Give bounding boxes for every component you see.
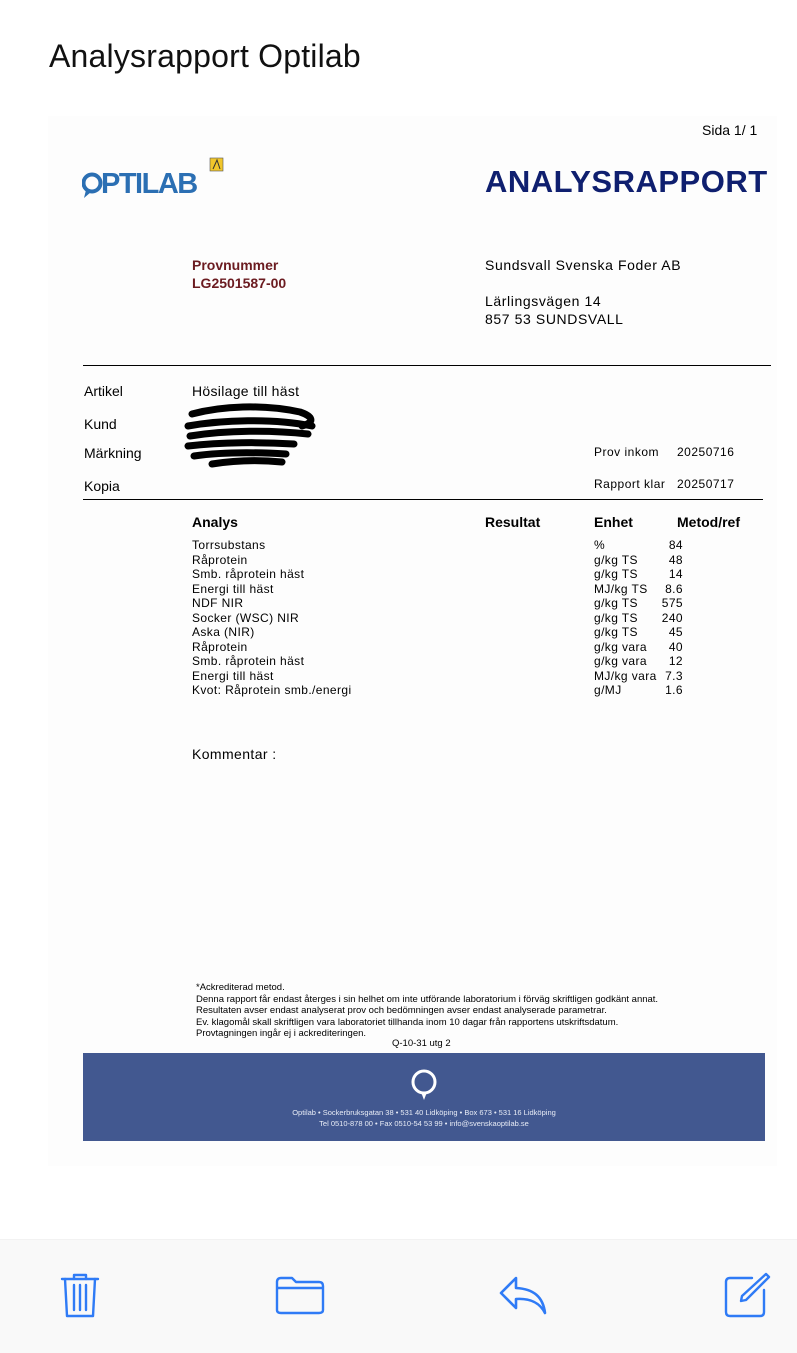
page-title: Analysrapport Optilab [49,38,361,74]
row-unit: % [594,538,606,552]
banner-line: Tel 0510-878 00 • Fax 0510-54 53 99 • info@svenskaoptilab.se [319,1119,529,1128]
received-value: 20250716 [677,445,735,459]
table-row [192,640,772,655]
banner-line: Optilab • Sockerbruksgatan 38 • 531 40 Lidköping • Box 673 • 531 16 Lidköping [292,1108,556,1117]
footnote: Provtagningen ingår ej i ackrediteringen. [196,1028,367,1039]
footnote: Denna rapport får endast återges i sin helhet om inte utförande laboratorium i förväg skriftligen godkänt annat. [196,993,659,1005]
received-label: Prov inkom [594,445,660,459]
footnotes [196,982,658,1040]
trash-icon [55,1270,105,1320]
column-header-method: Metod/ref [677,514,740,530]
table-row [192,538,772,553]
table-row [192,654,772,669]
table-row [192,567,772,582]
row-result: 7.3 [665,668,683,683]
svg-text:PTILAB: PTILAB [101,168,197,200]
row-result: 240 [661,610,683,625]
row-name: Energi till häst [192,581,274,596]
sample-number-value: LG2501587-00 [192,275,287,291]
sample-number [192,256,286,292]
row-unit: g/kg vara [594,639,647,654]
row-unit: g/kg TS [594,552,638,567]
folder-icon [275,1270,325,1320]
reply-icon [498,1270,548,1320]
row-name: Råprotein [192,552,248,567]
row-result: 48 [668,552,683,567]
row-unit: MJ/kg vara [594,668,657,683]
column-header-analysis: Analys [192,514,238,530]
redaction-scribble [182,400,320,472]
row-unit: g/MJ [594,683,622,697]
article-label: Artikel [84,383,123,399]
table-row [192,611,772,626]
row-name: Aska (NIR) [192,625,255,639]
row-result: 575 [661,596,683,610]
footnote: *Ackrediterad metod. [196,982,285,993]
compose-button[interactable] [722,1270,772,1320]
bottom-toolbar [0,1240,797,1353]
row-result: 1.6 [665,683,683,697]
row-result: 14 [668,567,683,581]
table-row [192,596,772,611]
recipient-street: Lärlingsvägen 14 [485,293,602,309]
comment-label: Kommentar : [192,746,277,762]
results-table [192,538,772,698]
optilab-mark-icon [410,1069,438,1101]
ready-label: Rapport klar [594,477,666,491]
row-unit: g/kg TS [594,567,638,581]
optilab-logo [82,156,232,202]
row-result: 84 [668,538,683,552]
report-heading: ANALYSRAPPORT [485,164,768,199]
article-value: Hösilage till häst [192,383,300,399]
customer-label: Kund [84,416,117,432]
row-unit: g/kg vara [594,654,647,668]
footer-banner [83,1053,765,1141]
row-unit: g/kg TS [594,610,638,625]
divider [83,365,771,366]
sample-number-label: Provnummer [192,257,279,273]
table-row [192,582,772,597]
table-row [192,553,772,568]
delete-button[interactable] [55,1270,105,1320]
row-name: NDF NIR [192,596,244,610]
table-row [192,669,772,684]
copy-label: Kopia [84,478,120,494]
row-name: Kvot: Råprotein smb./energi [192,683,352,697]
row-result: 45 [668,625,683,639]
table-row [192,625,772,640]
form-id: Q-10-31 utg 2 [392,1038,451,1049]
column-header-unit: Enhet [594,514,633,530]
report-document [48,116,777,1166]
table-row [192,683,772,698]
row-name: Smb. råprotein häst [192,567,305,581]
marking-label: Märkning [84,445,142,461]
footnote: Ev. klagomål skall skriftligen vara laboratoriet tillhanda inom 10 dagar från rapportens utskriftsdatum. [196,1016,619,1028]
recipient-city: 857 53 SUNDSVALL [485,311,624,327]
row-name: Energi till häst [192,668,274,683]
row-name: Råprotein [192,639,248,654]
row-result: 40 [668,639,683,654]
row-result: 12 [668,654,683,668]
reply-button[interactable] [498,1270,548,1320]
row-name: Socker (WSC) NIR [192,610,300,625]
page-number: Sida 1/ 1 [702,122,758,138]
footnote: Resultaten avser endast analyserat prov och bedömningen avser endast analyserade parametrar. [196,1005,607,1016]
row-unit: MJ/kg TS [594,581,648,596]
recipient-company: Sundsvall Svenska Foder AB [485,257,682,273]
row-unit: g/kg TS [594,596,638,610]
compose-icon [722,1270,772,1320]
move-to-folder-button[interactable] [275,1270,325,1320]
column-header-result: Resultat [485,514,541,530]
row-unit: g/kg TS [594,625,638,639]
ready-value: 20250717 [677,477,735,491]
row-name: Torrsubstans [192,538,266,552]
recipient-address [485,256,681,328]
row-result: 8.6 [665,581,683,596]
divider [83,499,763,500]
row-name: Smb. råprotein häst [192,654,305,668]
